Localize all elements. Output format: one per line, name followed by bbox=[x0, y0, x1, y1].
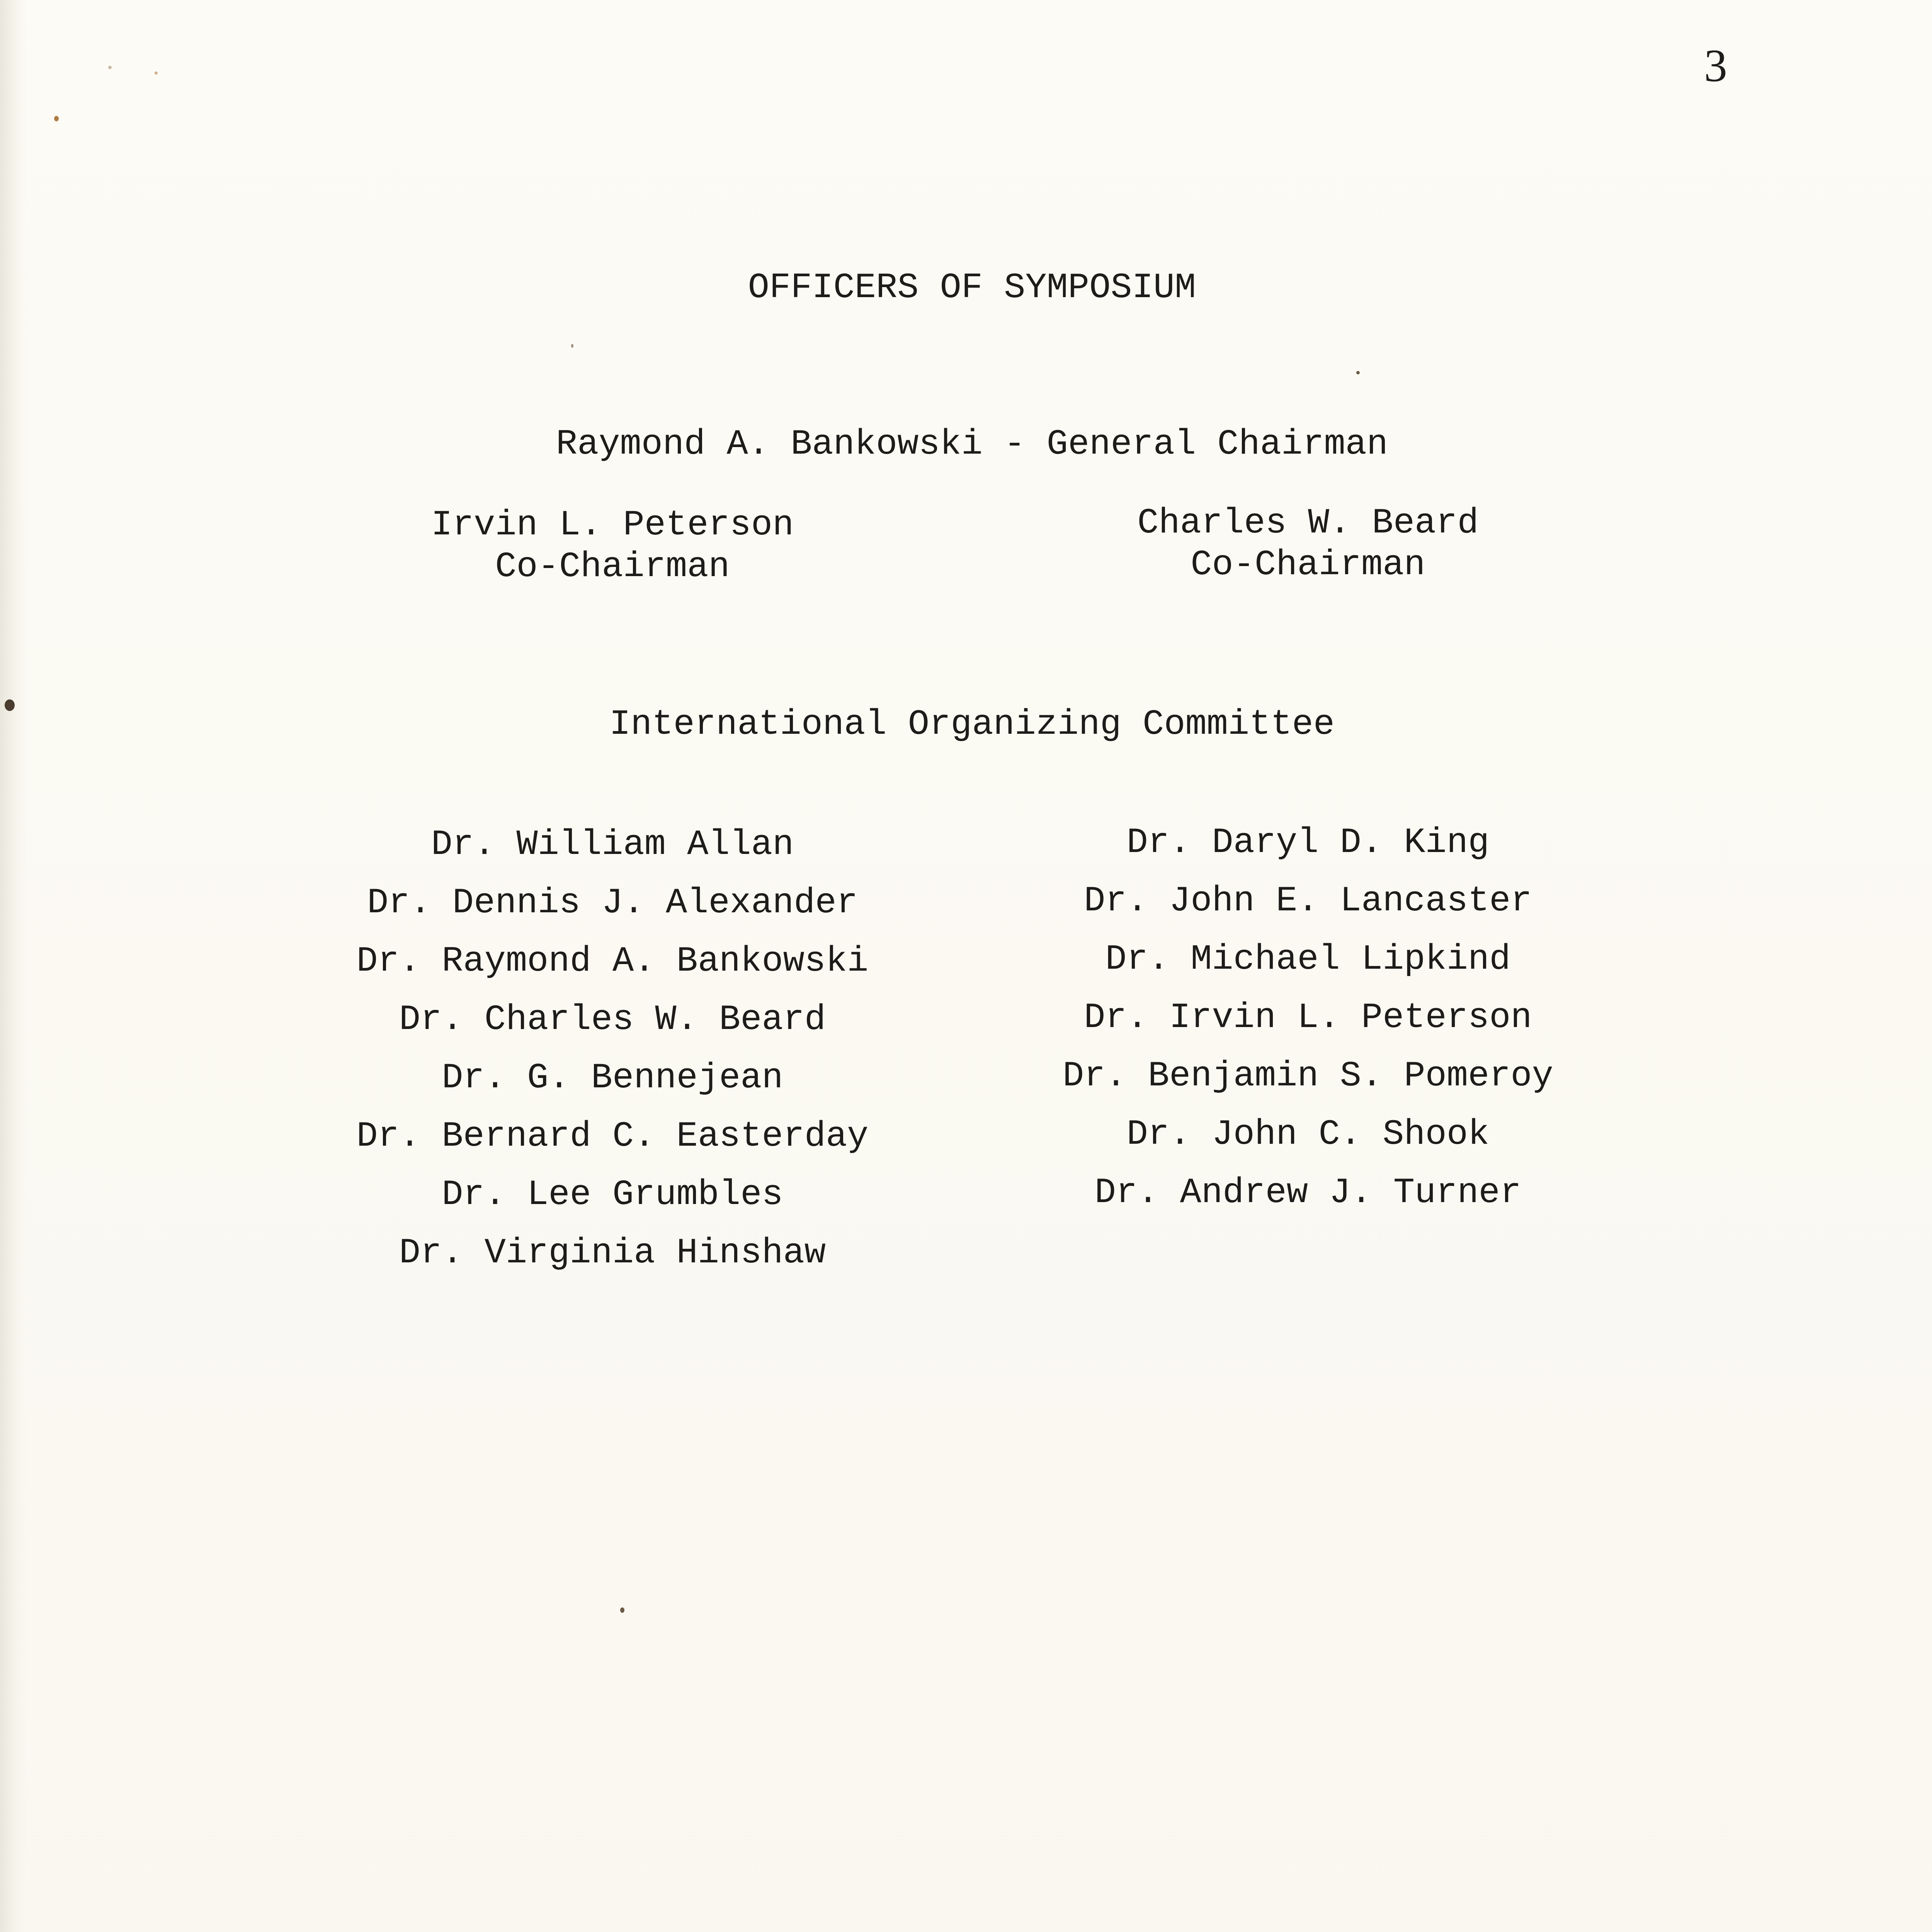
paper-speck bbox=[155, 71, 158, 75]
co-chairman-name: Irvin L. Peterson bbox=[431, 505, 794, 545]
committee-list-right bbox=[960, 813, 1656, 1222]
committee-title: International Organizing Committee bbox=[609, 704, 1335, 745]
committee-member: Dr. Andrew J. Turner bbox=[1094, 1172, 1522, 1213]
committee-member: Dr. G. Bennejean bbox=[442, 1058, 783, 1098]
committee-member: Dr. Dennis J. Alexander bbox=[367, 883, 858, 923]
committee-member: Dr. Daryl D. King bbox=[1126, 822, 1490, 863]
co-chairman-name: Charles W. Beard bbox=[1137, 503, 1479, 543]
committee-member: Dr. Michael Lipkind bbox=[1105, 939, 1511, 980]
co-chairman-right bbox=[1037, 502, 1578, 586]
committee-member: Dr. John E. Lancaster bbox=[1084, 881, 1532, 921]
paper-speck bbox=[620, 1607, 624, 1613]
committee-member: Dr. Charles W. Beard bbox=[399, 999, 826, 1040]
co-chairman-left bbox=[342, 504, 883, 588]
paper-speck bbox=[54, 116, 59, 121]
committee-list-left bbox=[265, 815, 960, 1282]
committee-member: Dr. William Allan bbox=[431, 824, 794, 865]
co-chairman-role: Co-Chairman bbox=[1190, 544, 1425, 585]
committee-member: Dr. Irvin L. Peterson bbox=[1084, 997, 1532, 1038]
committee-member: Dr. Virginia Hinshaw bbox=[399, 1233, 826, 1273]
co-chairman-role: Co-Chairman bbox=[495, 546, 730, 587]
page-number: 3 bbox=[1704, 40, 1727, 91]
committee-member: Dr. Raymond A. Bankowski bbox=[356, 941, 869, 981]
document-title: OFFICERS OF SYMPOSIUM bbox=[748, 267, 1196, 308]
paper-speck bbox=[1356, 371, 1360, 374]
committee-member: Dr. John C. Shook bbox=[1126, 1114, 1490, 1155]
paper-speck bbox=[108, 66, 112, 69]
committee-member: Dr. Benjamin S. Pomeroy bbox=[1063, 1056, 1553, 1096]
paper-speck bbox=[571, 344, 573, 348]
committee-member: Dr. Bernard C. Easterday bbox=[356, 1116, 869, 1156]
general-chairman: Raymond A. Bankowski - General Chairman bbox=[556, 424, 1388, 464]
committee-member: Dr. Lee Grumbles bbox=[442, 1174, 783, 1215]
